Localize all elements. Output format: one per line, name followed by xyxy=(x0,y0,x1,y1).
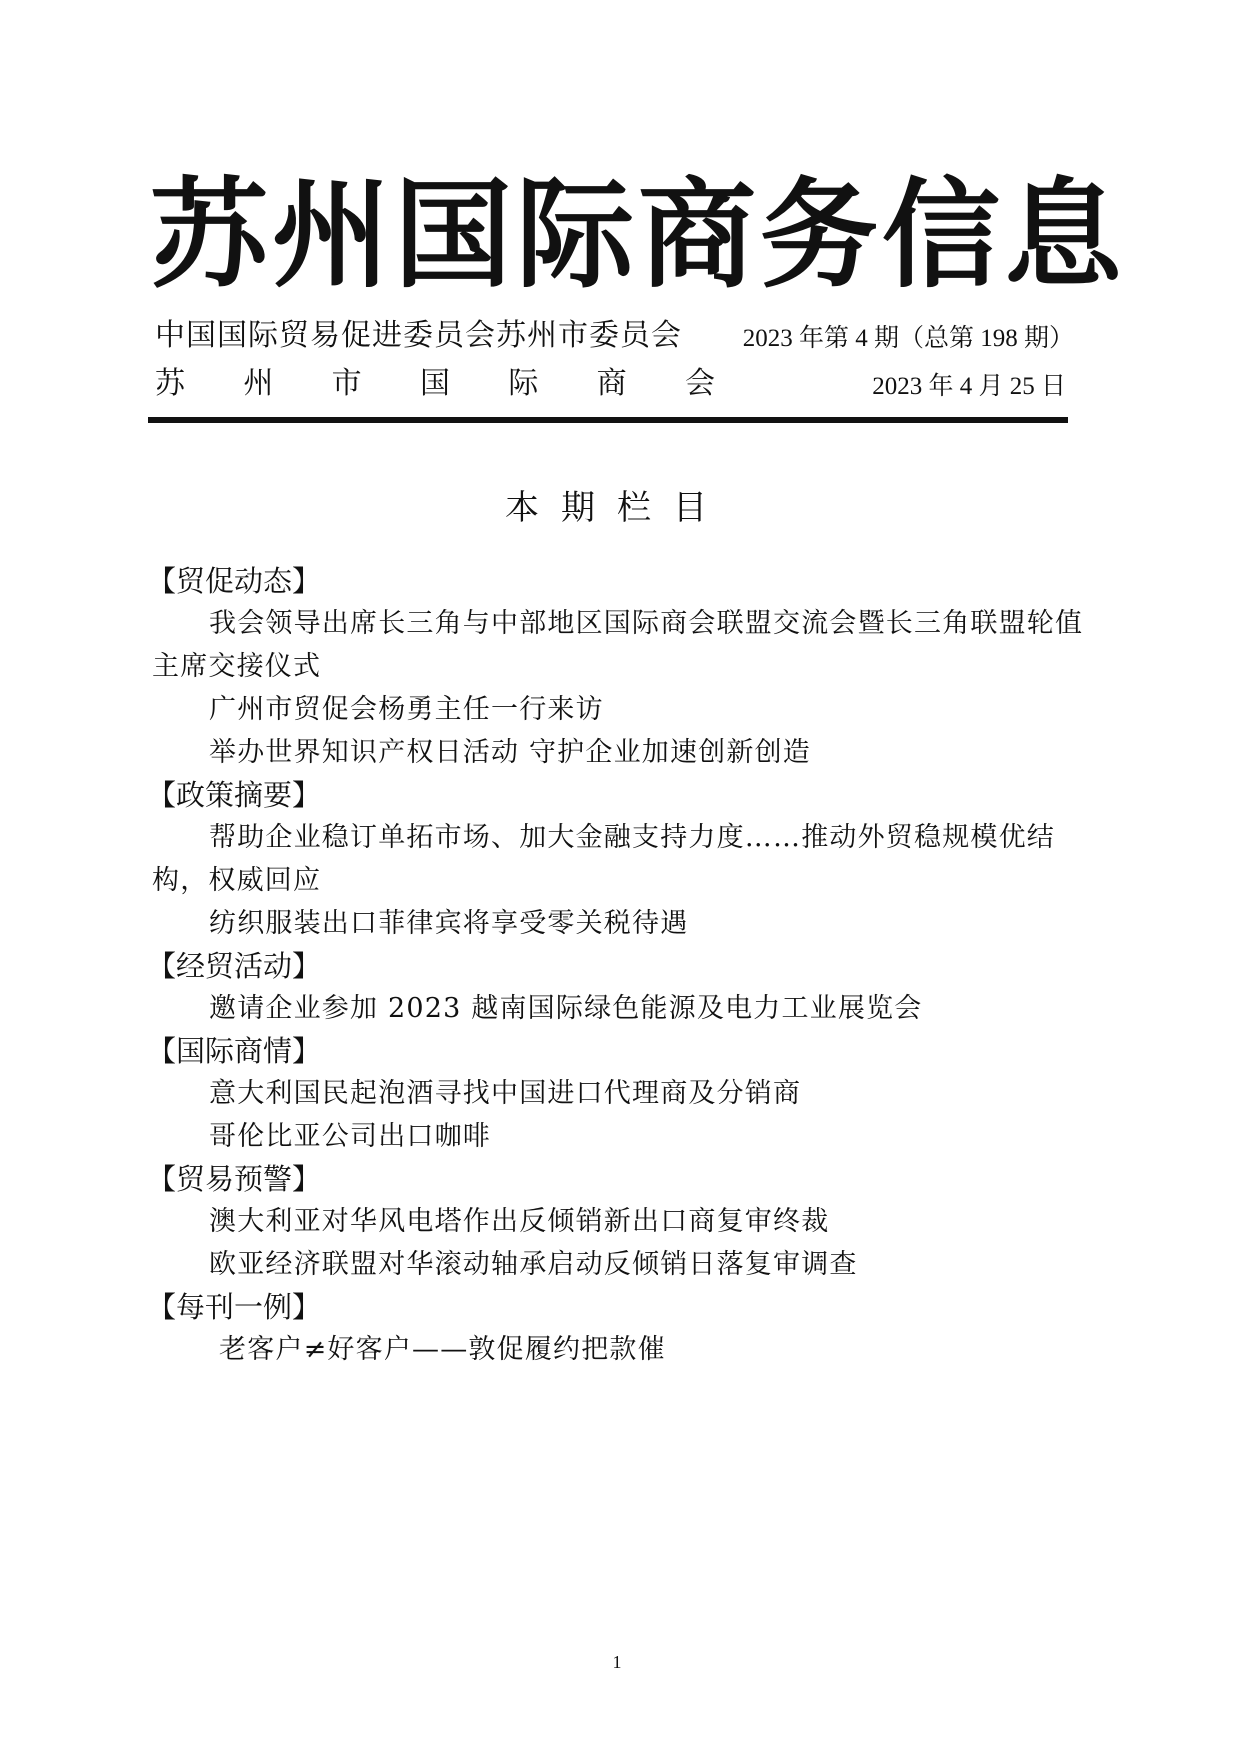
toc-item: 哥伦比亚公司出口咖啡 xyxy=(209,1121,491,1152)
toc-section-case-study xyxy=(147,1286,1092,1371)
org2-char: 会 xyxy=(684,366,715,401)
section-heading: 【贸促动态】 xyxy=(147,564,322,598)
toc-item: 欧亚经济联盟对华滚动轴承启动反倾销日落复审调查 xyxy=(209,1249,858,1280)
toc-item: 意大利国民起泡酒寻找中国进口代理商及分销商 xyxy=(209,1078,802,1109)
section-heading: 【政策摘要】 xyxy=(147,778,322,812)
toc-item: 澳大利亚对华风电塔作出反倾销新出口商复审终裁 xyxy=(209,1206,830,1237)
org2-char: 商 xyxy=(596,366,627,401)
table-of-contents xyxy=(147,560,1092,1371)
toc-section-international-business xyxy=(147,1030,1092,1158)
org2-char: 市 xyxy=(331,366,362,401)
toc-item: 帮助企业稳订单拓市场、加大金融支持力度……推动外贸稳规模优结构，权威回应 xyxy=(152,822,1055,896)
masthead-title: 苏州国际商务信息 xyxy=(150,165,1127,304)
org2-char: 国 xyxy=(419,366,450,401)
organization-name-line1: 中国国际贸易促进委员会苏州市委员会 xyxy=(155,318,682,353)
toc-section-trade-alerts xyxy=(147,1158,1092,1286)
toc-item: 邀请企业参加 2023 越南国际绿色能源及电力工业展览会 xyxy=(209,993,923,1024)
toc-item: 纺织服装出口菲律宾将享受零关税待遇 xyxy=(209,908,689,939)
toc-section-trade-promotion xyxy=(147,560,1092,774)
toc-title: 本期栏目 xyxy=(505,488,729,528)
header-divider xyxy=(148,417,1068,423)
toc-item: 我会领导出席长三角与中部地区国际商会联盟交流会暨长三角联盟轮值主席交接仪式 xyxy=(152,608,1084,682)
org2-char: 州 xyxy=(243,366,274,401)
section-heading: 【贸易预警】 xyxy=(147,1162,322,1196)
org2-char: 苏 xyxy=(155,366,185,401)
toc-section-trade-events xyxy=(147,945,1092,1030)
section-heading: 【国际商情】 xyxy=(147,1034,322,1068)
toc-item: 老客户≠好客户——敦促履约把款催 xyxy=(219,1334,666,1365)
issue-date: 2023 年 4 月 25 日 xyxy=(872,373,1066,400)
toc-item: 广州市贸促会杨勇主任一行来访 xyxy=(209,694,604,725)
toc-item: 举办世界知识产权日活动 守护企业加速创新创造 xyxy=(209,737,811,768)
organization-name-line2 xyxy=(155,366,715,402)
issue-number: 2023 年第 4 期（总第 198 期） xyxy=(742,325,1074,352)
section-heading: 【每刊一例】 xyxy=(147,1290,322,1324)
section-heading: 【经贸活动】 xyxy=(147,949,322,983)
toc-section-policy-summary xyxy=(147,774,1092,945)
page-number: 1 xyxy=(612,1652,622,1672)
org2-char: 际 xyxy=(508,366,539,401)
